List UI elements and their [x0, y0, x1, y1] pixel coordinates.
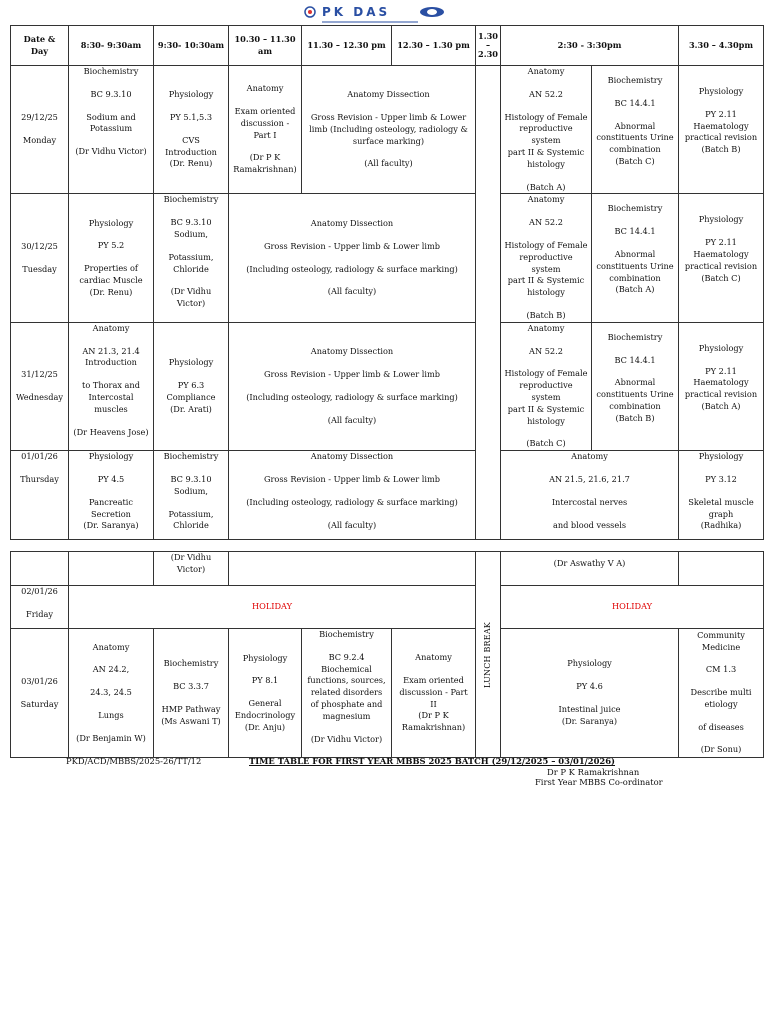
session-cell: (Dr Vidhu Victor): [154, 552, 229, 586]
timetable-week-part1: [10, 25, 764, 540]
header-slot-4: 11.30 – 12.30 pm: [302, 26, 392, 66]
empty-cell: [69, 552, 154, 586]
header-date-day: Date & Day: [11, 26, 69, 66]
session-cell: Biochemistry BC 9.3.10 Sodium and Potassium (Dr Vidhu Victor): [69, 66, 154, 194]
svg-text:PK DAS: PK DAS: [322, 5, 391, 19]
coordinator-designation: First Year MBBS Co-ordinator: [535, 777, 663, 787]
date-cell: 30/12/25 Tuesday: [11, 194, 69, 322]
row-02-01: [11, 586, 764, 629]
date-cell: 29/12/25 Monday: [11, 66, 69, 194]
session-cell: Physiology PY 2.11 Haematology practical revision (Batch C): [679, 194, 764, 322]
empty-cell: [229, 552, 476, 586]
date-cell: 02/01/26 Friday: [11, 586, 69, 629]
session-cell: Physiology PY 6.3 Compliance (Dr. Arati): [154, 322, 229, 450]
session-cell: Anatomy AN 21.5, 21.6, 21.7 Intercostal nerves and blood vessels: [501, 451, 679, 540]
lunch-column: [476, 66, 501, 540]
session-cell: Physiology PY 4.5 Pancreatic Secretion (Dr. Saranya): [69, 451, 154, 540]
session-cell: Physiology PY 3.12 Skeletal muscle graph (Radhika): [679, 451, 764, 540]
session-cell: Biochemistry BC 14.4.1 Abnormal constituents Urine combination (Batch A): [592, 194, 679, 322]
header-slot-1: 8:30- 9:30am: [69, 26, 154, 66]
session-cell: Physiology PY 2.11 Haematology practical revision (Batch B): [679, 66, 764, 194]
row-03-01: [11, 629, 764, 758]
date-cell: 01/01/26 Thursday: [11, 451, 69, 540]
institute-logo: [300, 4, 450, 26]
session-cell: Physiology PY 5.1,5.3 CVS Introduction (Dr. Renu): [154, 66, 229, 194]
session-cell: Biochemistry BC 14.4.1 Abnormal constituents Urine combination (Batch C): [592, 66, 679, 194]
session-cell: Anatomy Dissection Gross Revision - Upper limb & Lower limb (Including osteology, radiology & surface marking) (All faculty): [229, 322, 476, 450]
header-slot-2: 9:30- 10:30am: [154, 26, 229, 66]
lunch-break-column: [476, 552, 501, 758]
session-cell: Anatomy Exam oriented discussion - Part II (Dr P K Ramakrishnan): [392, 629, 476, 758]
session-cell: Anatomy AN 52.2 Histology of Female reproductive system part II & Systemic histology (Batch A): [501, 66, 592, 194]
session-cell: Physiology PY 4.6 Intestinal juice (Dr. Saranya): [501, 629, 679, 758]
holiday-cell: HOLIDAY: [69, 586, 476, 629]
session-cell: Biochemistry BC 9.3.10 Sodium, Potassium, Chloride: [154, 451, 229, 540]
timetable-title: TIME TABLE FOR FIRST YEAR MBBS 2025 BATCH (29/12/2025 – 03/01/2026): [249, 756, 616, 766]
header-slot-6: 2:30 - 3:30pm: [501, 26, 679, 66]
session-cell: Biochemistry BC 3.3.7 HMP Pathway (Ms Aswani T): [154, 629, 229, 758]
row-30-12: [11, 194, 764, 322]
header-lunch-time: 1.30 – 2.30: [476, 26, 501, 66]
session-cell: Biochemistry BC 14.4.1 Abnormal constituents Urine combination (Batch B): [592, 322, 679, 450]
header-slot-3: 10.30 – 11.30 am: [229, 26, 302, 66]
row-31-12: [11, 322, 764, 450]
session-cell: Anatomy AN 24.2, 24.3, 24.5 Lungs (Dr Benjamin W): [69, 629, 154, 758]
document-reference: PKD/ACD/MBBS/2025-26/TT/12: [66, 756, 202, 766]
timetable-week-part2: [10, 551, 764, 758]
session-cell: Anatomy Dissection Gross Revision - Upper limb & Lower limb (Including osteology, radiology & surface marking) (All faculty): [229, 194, 476, 322]
lunch-break-label: LUNCH BREAK: [483, 621, 493, 688]
session-cell: Anatomy AN 21.3, 21.4 Introduction to Thorax and Intercostal muscles (Dr Heavens Jose): [69, 322, 154, 450]
session-cell: Community Medicine CM 1.3 Describe multi etiology of diseases (Dr Sonu): [679, 629, 764, 758]
session-cell: Biochemistry BC 9.2.4 Biochemical functions, sources, related disorders of phosphate and magnesium (Dr Vidhu Victor): [302, 629, 392, 758]
date-cell: 03/01/26 Saturday: [11, 629, 69, 758]
session-cell: Anatomy Exam oriented discussion - Part I (Dr P K Ramakrishnan): [229, 66, 302, 194]
continuation-row: [11, 552, 764, 586]
header-slot-7: 3.30 – 4.30pm: [679, 26, 764, 66]
header-slot-5: 12.30 – 1.30 pm: [392, 26, 476, 66]
row-01-01: [11, 451, 764, 540]
coordinator-name: Dr P K Ramakrishnan: [547, 767, 640, 777]
empty-cell: [679, 552, 764, 586]
holiday-cell: HOLIDAY: [501, 586, 764, 629]
session-cell: Anatomy AN 52.2 Histology of Female reproductive system part II & Systemic histology (Batch C): [501, 322, 592, 450]
session-cell: Physiology PY 5.2 Properties of cardiac Muscle (Dr. Renu): [69, 194, 154, 322]
empty-cell: [11, 552, 69, 586]
row-29-12: [11, 66, 764, 194]
session-cell: Anatomy AN 52.2 Histology of Female reproductive system part II & Systemic histology (Batch B): [501, 194, 592, 322]
session-cell: Anatomy Dissection Gross Revision - Upper limb & Lower limb (Including osteology, radiology & surface marking) (All faculty): [229, 451, 476, 540]
session-cell: (Dr Aswathy V A): [501, 552, 679, 586]
session-cell: Anatomy Dissection Gross Revision - Upper limb & Lower limb (Including osteology, radiology & surface marking) (All faculty): [302, 66, 476, 194]
session-cell: Biochemistry BC 9.3.10 Sodium, Potassium, Chloride (Dr Vidhu Victor): [154, 194, 229, 322]
date-cell: 31/12/25 Wednesday: [11, 322, 69, 450]
header-row: [11, 26, 764, 66]
session-cell: Physiology PY 2.11 Haematology practical revision (Batch A): [679, 322, 764, 450]
session-cell: Physiology PY 8.1 General Endocrinology (Dr. Anju): [229, 629, 302, 758]
